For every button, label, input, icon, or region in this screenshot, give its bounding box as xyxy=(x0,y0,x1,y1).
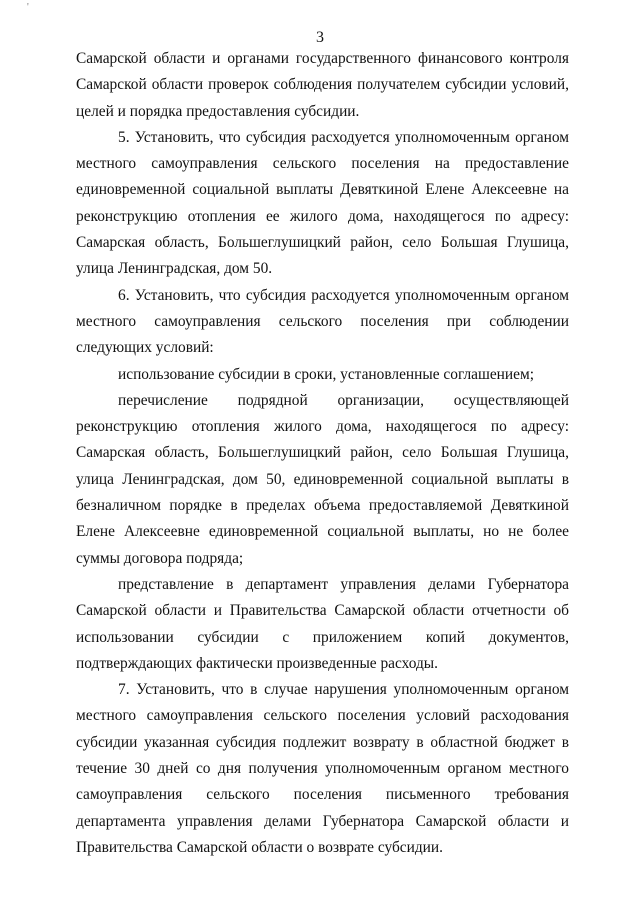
text-line: безналичном порядке в пределах объема предоставляемой Девяткиной xyxy=(76,497,569,515)
text-line: Правительства Самарской области о возврате субсидии. xyxy=(76,838,444,856)
text-line: субсидии указанная субсидия подлежит возврату в областной бюджет в xyxy=(76,733,569,751)
text-line: Самарской области и Правительства Самарской области отчетности об xyxy=(76,602,569,620)
text-line: суммы договора подряда; xyxy=(76,549,244,567)
scan-mark: ' xyxy=(27,2,29,13)
text-line: 6. Установить, что субсидия расходуется уполномоченным органом xyxy=(118,286,569,304)
text-line: Самарская область, Большеглушицкий район, село Большая Глушица, xyxy=(76,444,569,462)
text-line: единовременной социальной выплаты Девяткиной Елене Алексеевне на xyxy=(76,181,569,199)
text-line: целей и порядка предоставления субсидии. xyxy=(76,102,360,120)
text-line: использование субсидии в сроки, установленные соглашением; xyxy=(118,365,534,383)
text-line: реконструкцию отопления жилого дома, находящегося по адресу: xyxy=(76,418,569,436)
page-number: 3 xyxy=(316,29,324,46)
text-line: следующих условий: xyxy=(76,339,214,357)
text-line: течение 30 дней со дня получения уполномоченным органом местного xyxy=(76,760,569,778)
text-line: улица Ленинградская, дом 50, единовременной социальной выплаты в xyxy=(76,470,569,488)
text-line: местного самоуправления сельского поселения условий расходования xyxy=(76,707,569,725)
text-line: подтверждающих фактически произведенные расходы. xyxy=(76,654,438,672)
text-line: улица Ленинградская, дом 50. xyxy=(76,260,273,278)
text-line: 5. Установить, что субсидия расходуется уполномоченным органом xyxy=(118,128,569,146)
text-line: Самарской области и органами государственного финансового контроля xyxy=(76,50,569,67)
text-line: Самарская область, Большеглушицкий район, село Большая Глушица, xyxy=(76,234,569,252)
text-line: представление в департамент управления делами Губернатора xyxy=(118,575,569,593)
text-line: самоуправления сельского поселения письменного требования xyxy=(76,786,569,804)
text-line: Самарской области проверок соблюдения получателем субсидии условий, xyxy=(76,76,569,94)
text-line: 7. Установить, что в случае нарушения уполномоченным органом xyxy=(118,681,569,699)
text-line: перечисление подрядной организации, осуществляющей xyxy=(118,391,569,409)
document-body xyxy=(76,46,569,861)
text-line: местного самоуправления сельского поселения на предоставление xyxy=(76,155,569,173)
text-line: Елене Алексеевне единовременной социальной выплаты, но не более xyxy=(76,523,569,541)
text-line: департамента управления делами Губернатора Самарской области и xyxy=(76,812,569,830)
text-line: использовании субсидии с приложением копий документов, xyxy=(76,628,569,646)
text-line: реконструкцию отопления ее жилого дома, находящегося по адресу: xyxy=(76,207,569,225)
text-line: местного самоуправления сельского поселения при соблюдении xyxy=(76,312,569,330)
